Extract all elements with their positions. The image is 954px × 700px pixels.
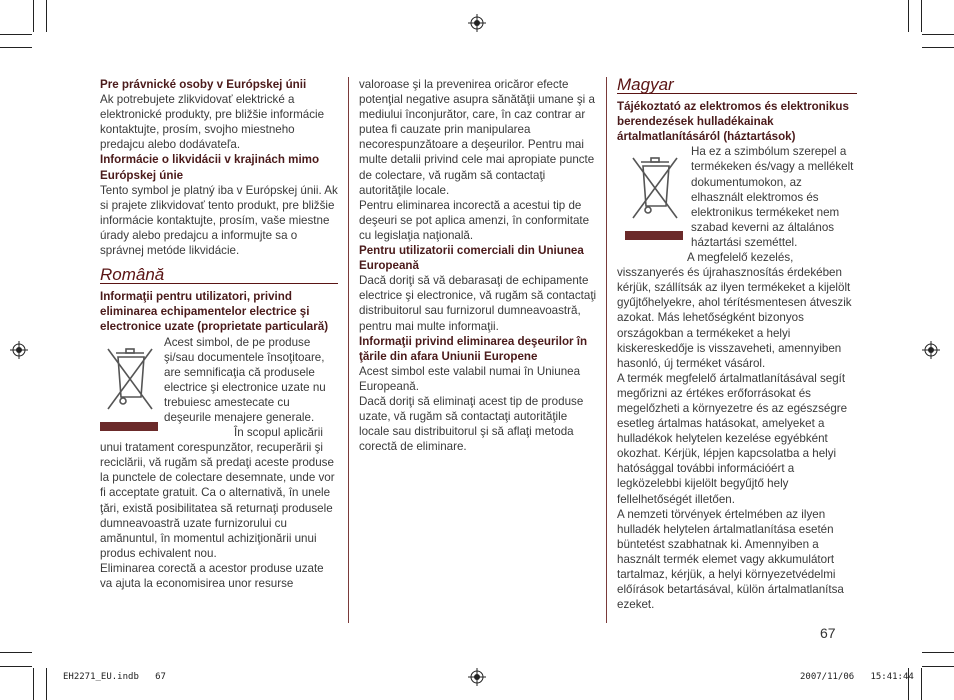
paragraph: Ak potrebujete zlikvidovať elektrické a elektronické produkty, pre bližšie informácie kontaktujte, prosím, svojho miestneho predajcu alebo dodávateľa. [100,93,325,152]
crop-mark [46,0,47,32]
registration-mark-icon [468,668,486,686]
paragraph: Tento symbol je platný iba v Európskej únii. Ak si prajete zlikvidovať tento produkt, pre bližšie informácie kontaktujte, prosím, vaše miestne úrady alebo predajcu a informujte sa o správnej metóde likvidácie. [100,183,338,258]
paragraph: Acest simbol este valabil numai în Uniunea Europeană. [359,364,581,393]
crop-mark [0,47,32,48]
column-middle [359,77,597,454]
paragraph: Ha ez a szimbólum szerepel a termékeken és/vagy a mellékelt dokumentumokon, az elhasznált elektromos és elektronikus termékeket nem szabad keverni az általános háztartási szeméttel. [691,145,854,249]
paragraph: Pentru eliminarea incorectă a acestui tip de deşeuri se pot aplica amenzi, în conformitate cu legislaţia naţională. [359,198,590,242]
paragraph: A megfelelő kezelés, visszanyerés és újrahasznosítás érdekében kérjük, szállítsák az ilyen termékeket a kijelölt gyűjtőhelyekre, ahol térítésmentesen átveszik azokat. Más lehetőségként bizonyos országokban a termékeket a helyi kiskereskedője is visszaveheti, amennyiben hasonló, új terméket vásárol. [617,251,852,370]
heading-legal-persons-eu: Pre právnické osoby v Európskej únii [100,78,307,91]
crop-mark [908,0,909,32]
page-number: 67 [820,625,836,641]
heading-outside-eu: Informácie o likvidácii v krajinách mimo Európskej únie [100,153,320,182]
crossed-out-wheelie-bin-icon [625,148,683,240]
footer-timestamp: 2007/11/06 15:41:44 [800,672,914,682]
paragraph: Dacă doriţi să vă debarasaţi de echipamente electrice şi electronice, vă rugăm să contactaţi distribuitorul sau furnizorul dumneavoastră, pentru mai multe informaţii. [359,274,597,333]
crop-mark [0,652,32,653]
crop-mark [33,0,34,32]
heading-users-weee: Informaţii pentru utilizatori, privind eliminarea echipamentelor electrice şi electronice uzate (proprietate particulară) [100,290,329,334]
paragraph: valoroase şi la prevenirea oricăror efecte potenţial negative asupra sănătăţii umane şi a mediului înconjurător, care, în caz contrar ar putea fi cauzate prin manipularea necorespunzătoare a deşeurilor. Pentru mai multe detalii privind cele mai apropiate puncte de colectare, vă rugăm să contactaţi autorităţile locale. [359,78,595,197]
heading-outside-eu: Informaţii privind eliminarea deşeurilor în ţările din afara Uniunii Europene [359,334,588,363]
paragraph: A termék megfelelő ártalmatlanításával segít megőrizni az értékes erőforrásokat és megelőzheti a környezetre és az egészségre esetleg ártalmas hatásokat, amelyeket a hulladékok helytelen kezelése egyébként okozhat. Kérjük, lépjen kapcsolatba a helyi hatósággal további információért a legközelebbi kijelölt begyűjtő hely fellelhetőségét illetően. [617,371,848,506]
weee-symbol [100,339,158,435]
paragraph: Acest simbol, de pe produse şi/sau documentele însoţitoare, are semnificaţia că produsele electrice şi electronice uzate nu trebuiesc amestecate cu deşeurile menajere generale. [164,335,326,424]
crop-mark [0,666,32,667]
crop-mark [922,666,954,667]
crop-mark [46,668,47,700]
heading-household-weee: Tájékoztató az elektromos és elektronikus berendezések hulladékainak ártalmatlanításáról (háztartások) [617,100,849,144]
footer-file-info: EH2271_EU.indb 67 [63,672,166,682]
crop-mark [921,0,922,32]
crop-mark [922,652,954,653]
column-divider [348,77,349,623]
column-divider [606,77,607,623]
column-right [617,71,857,612]
crop-mark [0,34,32,35]
paragraph: În scopul aplicării unui tratament corespunzător, recuperării şi reciclării, vă rugăm să predaţi aceste produse la punctele de colectare desemnate, unde vor fi acceptate gratuit. Ca o alternativă, în unele ţări, există posibilitatea să returnaţi produsele dumneavoastră uzate furnizorului cu amănuntul, în momentul achiziţionării unui produs echivalent nou. [100,426,335,560]
paragraph: Eliminarea corectă a acestor produse uzate va ajuta la economisirea unor resurse [100,561,324,590]
registration-mark-icon [468,14,486,32]
paragraph: A nemzeti törvények értelmében az ilyen hulladék helytelen ártalmatlanítása esetén büntetést szabhatnak ki. Amennyiben a használt termék elemet vagy akkumulátort tartalmaz, kérjük, a helyi környezetvédelmi előírások betartásával, külön ártalmatlanítsa ezeket. [617,507,844,612]
weee-symbol [625,148,683,244]
heading-commercial-users-eu: Pentru utilizatorii comerciali din Uniunea Europeană [359,244,584,273]
crop-mark [921,668,922,700]
crossed-out-wheelie-bin-icon [100,339,158,431]
registration-mark-icon [10,341,28,359]
crop-mark [922,47,954,48]
section-title-magyar: Magyar [617,77,857,94]
registration-mark-icon [922,341,940,359]
paragraph: Dacă doriţi să eliminaţi acest tip de produse uzate, vă rugăm să contactaţi autorităţile locale sau distribuitorul şi să aflaţi metoda corectă de eliminare. [359,394,584,454]
crop-mark [33,668,34,700]
column-left [100,77,338,591]
crop-mark [922,34,954,35]
section-title-romana: Română [100,267,338,284]
